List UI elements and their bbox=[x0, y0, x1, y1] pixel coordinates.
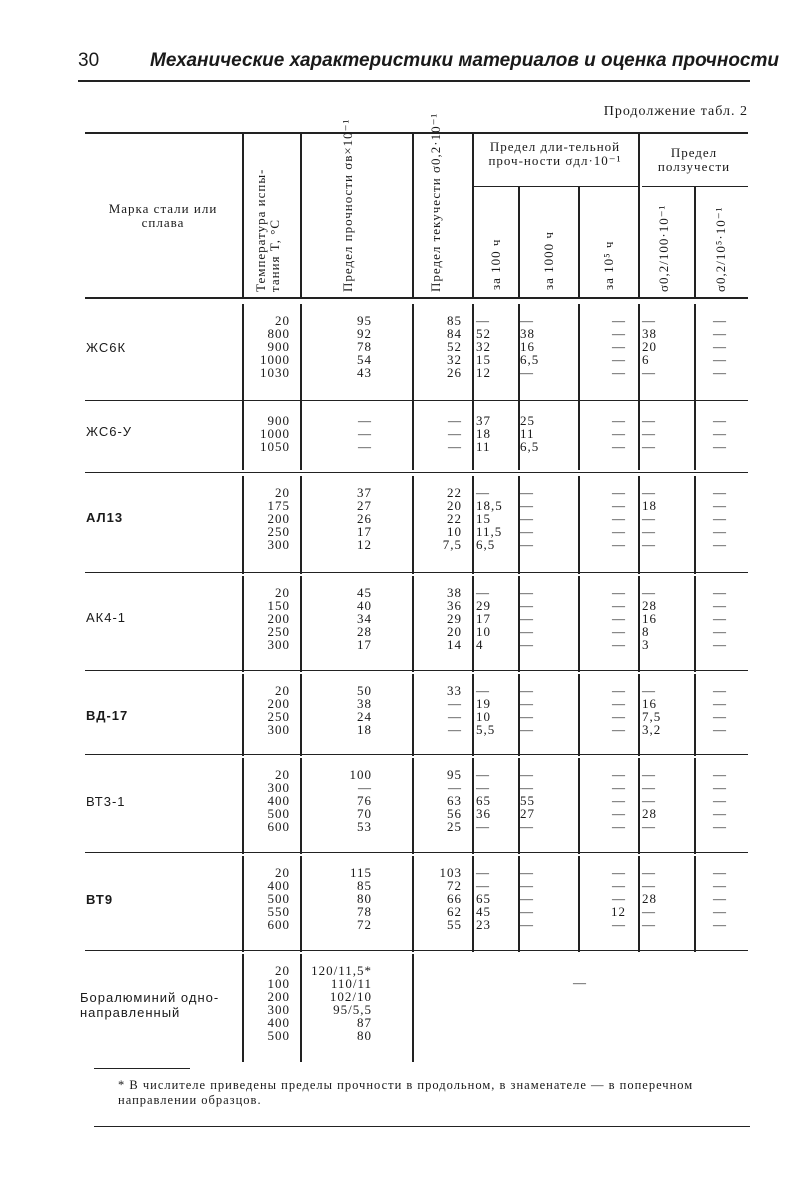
header-yield: Предел текучести σ0,2·10⁻¹ bbox=[428, 112, 443, 292]
col-divider bbox=[638, 304, 640, 404]
col-divider bbox=[638, 674, 640, 756]
col-divider bbox=[578, 576, 580, 672]
cell-d10e5: — — — — — bbox=[612, 313, 626, 380]
cell-d10e5: — — — 12 — bbox=[611, 865, 626, 932]
cell-c2: — — — — — bbox=[713, 585, 727, 652]
col-divider bbox=[578, 856, 580, 952]
col-divider bbox=[638, 404, 640, 470]
cell-tensile: 37 27 26 17 12 bbox=[357, 485, 372, 552]
table-top-rule bbox=[85, 132, 748, 134]
cell-tensile: 45 40 34 28 17 bbox=[357, 585, 372, 652]
cell-d100: — 18,5 15 11,5 6,5 bbox=[476, 485, 503, 552]
header-t100: за 100 ч bbox=[488, 238, 503, 290]
cell-d1000: — 38 16 6,5 — bbox=[520, 313, 540, 380]
col-divider bbox=[472, 404, 474, 470]
cell-d10e5: — — — bbox=[612, 413, 626, 454]
cell-c2: — — — — — bbox=[713, 313, 727, 380]
cell-temp: 20 100 200 300 400 500 bbox=[267, 963, 290, 1043]
cell-tensile: 50 38 24 18 bbox=[357, 683, 372, 737]
col-divider bbox=[412, 954, 414, 1062]
cell-c1: — 38 20 6 — bbox=[642, 313, 657, 380]
table-header-rule bbox=[85, 297, 748, 299]
col-divider bbox=[638, 856, 640, 952]
cell-c2: — — — — — bbox=[713, 865, 727, 932]
cell-c1: — 16 7,5 3,2 bbox=[642, 683, 662, 737]
col-divider bbox=[694, 404, 696, 470]
col-divider bbox=[578, 186, 580, 298]
material-name: АЛ13 bbox=[86, 510, 124, 525]
cell-yield: 33 — — — bbox=[447, 683, 462, 737]
cell-tensile: — — — bbox=[358, 413, 372, 454]
footnote: * В числителе приведены пределы прочности в продольном, в знаменателе — в поперечном направлении образцов. bbox=[118, 1078, 694, 1107]
footnote-rule bbox=[94, 1068, 190, 1069]
running-title: Механические характеристики материалов и оценка прочности bbox=[150, 50, 779, 71]
header-long-strength: Предел дли-тельной проч-ности σдл·10⁻¹ bbox=[488, 139, 622, 168]
col-divider bbox=[472, 856, 474, 952]
cell-temp: 20 150 200 250 300 bbox=[267, 585, 290, 652]
col-divider bbox=[242, 132, 244, 298]
cell-yield: 85 84 52 32 26 bbox=[447, 313, 462, 380]
cell-c1: — 28 16 8 3 bbox=[642, 585, 657, 652]
row-separator bbox=[85, 572, 748, 573]
col-divider bbox=[578, 404, 580, 470]
cell-yield: 38 36 29 20 14 bbox=[447, 585, 462, 652]
material-name: АК4-1 bbox=[86, 610, 127, 625]
cell-c2: — — — — bbox=[713, 683, 727, 737]
page-bottom-rule bbox=[94, 1126, 750, 1127]
col-divider bbox=[694, 304, 696, 404]
cell-d100: — 52 32 15 12 bbox=[476, 313, 491, 380]
cell-tensile: 120/11,5* 110/11 102/10 95/5,5 87 80 bbox=[311, 963, 372, 1043]
row-separator bbox=[85, 670, 748, 671]
cell-yield: 95 — 63 56 25 bbox=[447, 767, 462, 834]
col-divider bbox=[472, 758, 474, 854]
row-separator bbox=[85, 852, 748, 853]
material-name: ВТ9 bbox=[86, 892, 114, 907]
col-divider bbox=[578, 674, 580, 756]
cell-d10e5: — — — — bbox=[612, 683, 626, 737]
cell-c1: — — — bbox=[642, 413, 656, 454]
row-separator bbox=[85, 950, 748, 951]
header-tensile: Предел прочности σв×10⁻¹ bbox=[340, 118, 355, 292]
cell-d100: 37 18 11 bbox=[476, 413, 491, 454]
material-name: Боралюминий одно-направленный bbox=[80, 990, 220, 1020]
cell-temp: 20 800 900 1000 1030 bbox=[260, 313, 290, 380]
cell-temp: 20 400 500 550 600 bbox=[267, 865, 290, 932]
header-t10e5: за 10⁵ ч bbox=[601, 240, 616, 290]
material-name: ЖС6-У bbox=[86, 424, 133, 439]
col-divider bbox=[472, 304, 474, 404]
header-creep-10e5: σ0,2/10⁵·10⁻¹ bbox=[713, 206, 728, 292]
col-divider bbox=[578, 758, 580, 854]
material-name: ВТ3-1 bbox=[86, 794, 126, 809]
cell-c2: — — — — — bbox=[713, 767, 727, 834]
cell-c2: — — — bbox=[713, 413, 727, 454]
col-divider bbox=[472, 576, 474, 672]
col-divider bbox=[638, 758, 640, 854]
cell-d10e5: — — — — — bbox=[612, 585, 626, 652]
cell-d100: — 29 17 10 4 bbox=[476, 585, 491, 652]
cell-c1: — — 28 — — bbox=[642, 865, 657, 932]
col-divider bbox=[578, 304, 580, 404]
cell-c1: — 18 — — — bbox=[642, 485, 657, 552]
cell-tensile: 95 92 78 54 43 bbox=[357, 313, 372, 380]
subheader-rule bbox=[474, 186, 638, 187]
cell-d100: — — 65 45 23 bbox=[476, 865, 491, 932]
header-material: Марка стали или сплава bbox=[108, 201, 218, 230]
cell-d1000: — — — — — bbox=[520, 585, 534, 652]
col-divider bbox=[694, 186, 696, 298]
cell-d10e5: — — — — — bbox=[612, 767, 626, 834]
col-divider bbox=[518, 186, 520, 298]
cell-temp: 20 175 200 250 300 bbox=[267, 485, 290, 552]
col-divider bbox=[694, 576, 696, 672]
cell-tensile: 100 — 76 70 53 bbox=[349, 767, 372, 834]
col-divider bbox=[694, 674, 696, 756]
col-divider bbox=[694, 476, 696, 574]
cell-d1000: — — — — — bbox=[520, 865, 534, 932]
col-divider bbox=[472, 132, 474, 298]
cell-c2: — — — — — bbox=[713, 485, 727, 552]
col-divider bbox=[472, 476, 474, 574]
col-divider bbox=[412, 132, 414, 298]
col-divider bbox=[578, 476, 580, 574]
cell-d1000: — — — — — bbox=[520, 485, 534, 552]
merged-dash: — bbox=[573, 975, 587, 990]
header-temperature: Температура испы-тания T, °C bbox=[253, 168, 282, 292]
material-name: ЖС6К bbox=[86, 340, 127, 355]
row-separator bbox=[85, 400, 748, 401]
cell-c1: — — — 28 — bbox=[642, 767, 657, 834]
row-separator bbox=[85, 472, 748, 473]
col-divider bbox=[300, 132, 302, 298]
header-rule bbox=[78, 80, 750, 82]
cell-d100: — — 65 36 — bbox=[476, 767, 491, 834]
cell-tensile: 115 85 80 78 72 bbox=[349, 865, 372, 932]
cell-temp: 20 300 400 500 600 bbox=[267, 767, 290, 834]
col-divider bbox=[638, 576, 640, 672]
material-name: ВД-17 bbox=[86, 708, 129, 723]
col-divider bbox=[472, 674, 474, 756]
cell-yield: 22 20 22 10 7,5 bbox=[442, 485, 462, 552]
header-t1000: за 1000 ч bbox=[541, 231, 556, 290]
cell-yield: 103 72 66 62 55 bbox=[439, 865, 462, 932]
row-separator bbox=[85, 754, 748, 755]
page-number: 30 bbox=[78, 50, 100, 71]
col-divider bbox=[638, 132, 640, 298]
cell-d100: — 19 10 5,5 bbox=[476, 683, 496, 737]
col-divider bbox=[638, 476, 640, 574]
col-divider bbox=[694, 856, 696, 952]
cell-temp: 900 1000 1050 bbox=[260, 413, 290, 454]
cell-d10e5: — — — — — bbox=[612, 485, 626, 552]
cell-yield: — — — bbox=[448, 413, 462, 454]
cell-d1000: — — 55 27 — bbox=[520, 767, 535, 834]
cell-d1000: 25 11 6,5 bbox=[520, 413, 540, 454]
table-continuation-label: Продолжение табл. 2 bbox=[603, 104, 748, 119]
col-divider bbox=[694, 758, 696, 854]
cell-temp: 20 200 250 300 bbox=[267, 683, 290, 737]
header-creep-100: σ0,2/100·10⁻¹ bbox=[656, 204, 671, 292]
cell-d1000: — — — — bbox=[520, 683, 534, 737]
header-creep: Предел ползучести bbox=[657, 145, 731, 174]
